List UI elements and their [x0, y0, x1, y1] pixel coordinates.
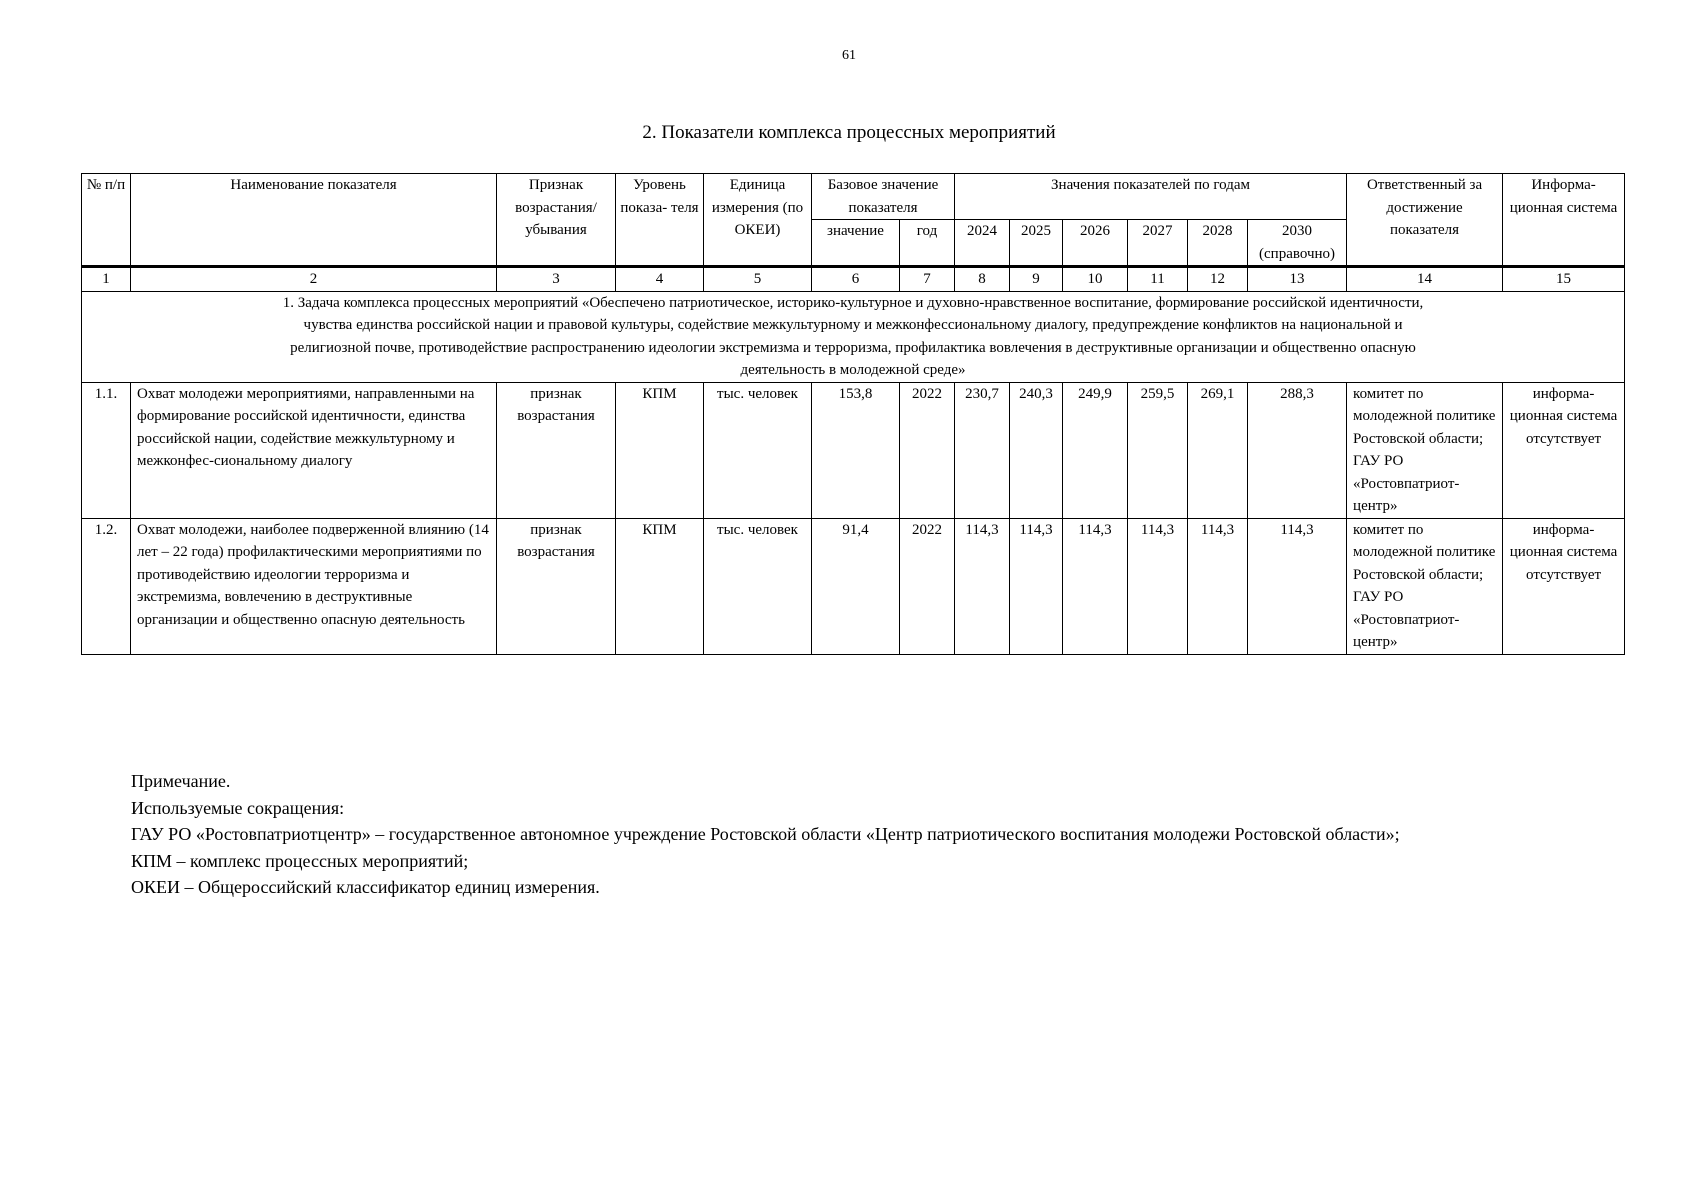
table-row [82, 518, 1625, 654]
row-responsible: комитет по молодежной политике Ростовской области; ГАУ РО «Ростовпатриот-центр» [1347, 518, 1503, 654]
header-2026: 2026 [1063, 220, 1128, 267]
row-2026: 114,3 [1063, 518, 1128, 654]
header-2025: 2025 [1010, 220, 1063, 267]
row-base-value: 91,4 [812, 518, 900, 654]
header-system: Информа- ционная система [1503, 174, 1625, 267]
row-unit: тыс. человек [704, 382, 812, 518]
row-base-value: 153,8 [812, 382, 900, 518]
row-2028: 114,3 [1188, 518, 1248, 654]
indicators-table [81, 173, 1625, 655]
header-name: Наименование показателя [131, 174, 497, 267]
row-name: Охват молодежи, наиболее подверженной влиянию (14 лет – 22 года) профилактическими мероприятиями по противодействию идеологии терроризма и экстремизма, вовлечению в деструктивные организации и общественно опасную деятельность [131, 518, 497, 654]
header-unit: Единица измерения (по ОКЕИ) [704, 174, 812, 267]
row-2028: 269,1 [1188, 382, 1248, 518]
abbreviations-heading: Используемые сокращения: [131, 797, 345, 818]
task-row [82, 291, 1625, 382]
table-row [82, 382, 1625, 518]
note-block [131, 768, 1400, 901]
header-base-year: год [900, 220, 955, 267]
row-2025: 114,3 [1010, 518, 1063, 654]
column-number: 13 [1248, 267, 1347, 292]
task-text: 1. Задача комплекса процессных мероприятий «Обеспечено патриотическое, историко-культурное и духовно-нравственное воспитание, формирование российской идентичности, чувства единства российской нации и правовой культуры, содействие межкультурному и межконфессиональному диалогу, предупреждение конфликтов на национальной и религиозной почве, противодействие распространению идеологии экстремизма и терроризма, профилактика вовлечения в деструктивные организации и общественно опасную деятельность в молодежной среде» [82, 291, 1625, 382]
column-number: 8 [955, 267, 1010, 292]
header-responsible: Ответственный за достижение показателя [1347, 174, 1503, 267]
row-level: КПМ [616, 382, 704, 518]
row-2030: 288,3 [1248, 382, 1347, 518]
row-2026: 249,9 [1063, 382, 1128, 518]
row-2024: 230,7 [955, 382, 1010, 518]
column-number: 12 [1188, 267, 1248, 292]
header-2027: 2027 [1128, 220, 1188, 267]
page-number: 61 [842, 48, 856, 63]
row-base-year: 2022 [900, 518, 955, 654]
header-level: Уровень показа- теля [616, 174, 704, 267]
header-2030: 2030 (справочно) [1248, 220, 1347, 267]
row-num: 1.2. [82, 518, 131, 654]
column-number: 1 [82, 267, 131, 292]
header-row-1 [82, 174, 1625, 220]
header-2024: 2024 [955, 220, 1010, 267]
abbreviation-line: ОКЕИ – Общероссийский классификатор единиц измерения. [131, 877, 600, 897]
header-values: Значения показателей по годам [955, 174, 1347, 220]
abbreviation-line: КПМ – комплекс процессных мероприятий; [131, 850, 469, 871]
header-num: № п/п [82, 174, 131, 267]
header-base: Базовое значение показателя [812, 174, 955, 220]
row-2025: 240,3 [1010, 382, 1063, 518]
row-base-year: 2022 [900, 382, 955, 518]
abbreviation-line: ГАУ РО «Ростовпатриотцентр» – государственное автономное учреждение Ростовской области «Центр патриотического воспитания молодежи Ростовской области»; [131, 824, 1400, 844]
header-2028: 2028 [1188, 220, 1248, 267]
column-number: 2 [131, 267, 497, 292]
row-num: 1.1. [82, 382, 131, 518]
column-number: 9 [1010, 267, 1063, 292]
note-heading: Примечание. [131, 771, 231, 791]
row-sign: признак возрастания [497, 382, 616, 518]
column-numbers-row [82, 267, 1625, 292]
column-number: 5 [704, 267, 812, 292]
column-number: 4 [616, 267, 704, 292]
column-number: 11 [1128, 267, 1188, 292]
row-responsible: комитет по молодежной политике Ростовской области; ГАУ РО «Ростовпатриот-центр» [1347, 382, 1503, 518]
row-system: информа-ционная система отсутствует [1503, 518, 1625, 654]
column-number: 14 [1347, 267, 1503, 292]
header-base-value: значение [812, 220, 900, 267]
row-unit: тыс. человек [704, 518, 812, 654]
row-level: КПМ [616, 518, 704, 654]
row-sign: признак возрастания [497, 518, 616, 654]
row-name: Охват молодежи мероприятиями, направленными на формирование российской идентичности, единства российской нации, содействие межкультурному и межконфес-сиональному диалогу [131, 382, 497, 518]
section-title: 2. Показатели комплекса процессных мероприятий [642, 122, 1056, 143]
column-number: 15 [1503, 267, 1625, 292]
column-number: 3 [497, 267, 616, 292]
column-number: 7 [900, 267, 955, 292]
row-2030: 114,3 [1248, 518, 1347, 654]
row-2027: 114,3 [1128, 518, 1188, 654]
header-sign: Признак возрастания/ убывания [497, 174, 616, 267]
column-number: 10 [1063, 267, 1128, 292]
row-2024: 114,3 [955, 518, 1010, 654]
column-number: 6 [812, 267, 900, 292]
row-2027: 259,5 [1128, 382, 1188, 518]
row-system: информа-ционная система отсутствует [1503, 382, 1625, 518]
